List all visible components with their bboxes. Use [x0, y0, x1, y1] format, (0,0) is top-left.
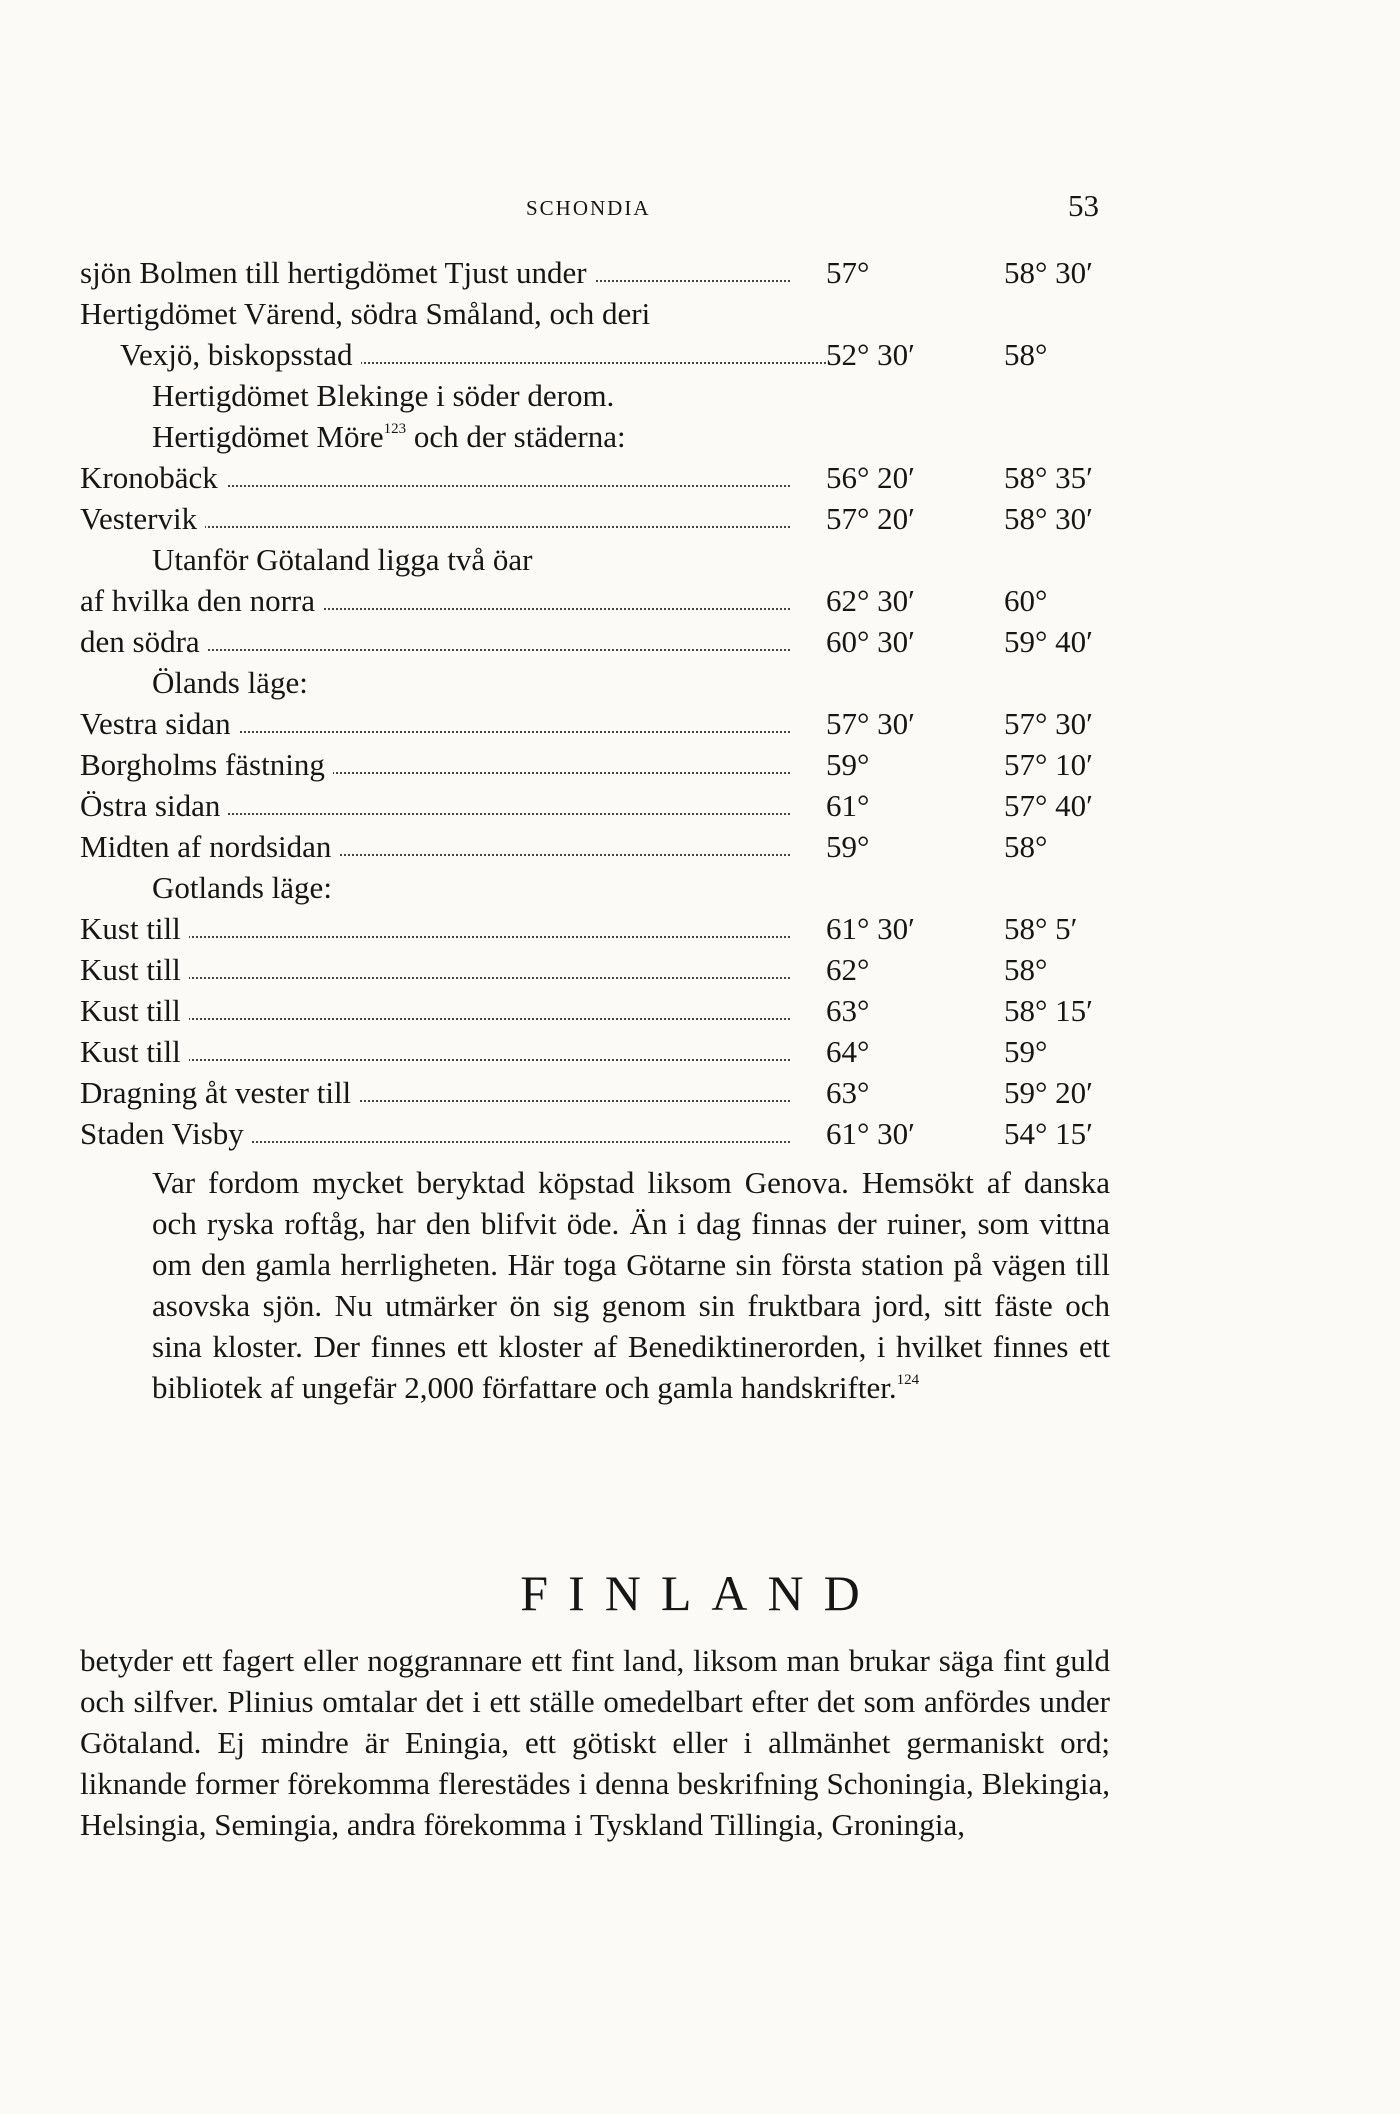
- longitude-value: 58°: [1004, 829, 1048, 864]
- row-label-text: [80, 993, 189, 1028]
- row-label: [80, 703, 790, 744]
- table-row: [0, 539, 1400, 580]
- latitude-value: 64°: [826, 1034, 870, 1069]
- row-label-text: [152, 542, 540, 577]
- longitude-value: 59° 40′: [1004, 624, 1093, 659]
- row-label-text: [80, 460, 226, 495]
- row-label: [80, 621, 790, 662]
- row-label: [80, 580, 790, 621]
- page-number: 53: [1068, 188, 1099, 223]
- row-label: [152, 375, 862, 416]
- row-label: [80, 785, 790, 826]
- row-label: [80, 744, 790, 785]
- longitude-value: 58° 30′: [1004, 501, 1093, 536]
- row-label: [80, 252, 790, 293]
- table-row: [0, 580, 1400, 621]
- row-label-text: [80, 747, 333, 782]
- latitude-value: 57° 30′: [826, 706, 915, 741]
- row-label: [152, 416, 862, 457]
- latitude-value: 62°: [826, 952, 870, 987]
- table-row: [0, 949, 1400, 990]
- latitude-value: 57° 20′: [826, 501, 915, 536]
- row-label: [80, 1072, 790, 1113]
- latitude-value: 62° 30′: [826, 583, 915, 618]
- section-heading: FINLAND: [520, 1565, 880, 1621]
- row-label-main: Kronobäck: [80, 460, 218, 495]
- section-paragraph: betyder ett fagert eller noggrannare ett fint land, liksom man brukar säga fint guld och silfver. Plinius omtalar det i ett ställe omedelbart efter det som anfördes under Götaland. Ej mindre är Eningia, ett götiskt eller i allmänhet germaniskt ord; liknande former förekomma flerestädes i denna beskrifning Schoningia, Blekingia, Helsingia, Semingia, andra förekomma i Tyskland Tillingia, Groningia,: [80, 1643, 1110, 1842]
- row-label-main: Vestervik: [80, 501, 198, 536]
- row-label-text: [80, 788, 228, 823]
- row-label-text: [80, 255, 595, 290]
- latitude-value: 57°: [826, 255, 870, 290]
- footnote-marker: 124: [896, 1371, 920, 1388]
- table-row: [0, 334, 1400, 375]
- row-label: [80, 457, 790, 498]
- row-label: [152, 867, 862, 908]
- longitude-value: 58° 30′: [1004, 255, 1093, 290]
- row-label-text: [80, 1034, 189, 1069]
- latitude-value: 61° 30′: [826, 1116, 915, 1151]
- row-label-text: [80, 624, 208, 659]
- table-row: [0, 744, 1400, 785]
- row-label-main: Gotlands läge:: [152, 870, 332, 905]
- table-row: [0, 416, 1400, 457]
- row-label: [120, 334, 830, 375]
- row-label-text: [80, 583, 323, 618]
- row-label-main: sjön Bolmen till hertigdömet Tjust under: [80, 255, 587, 290]
- table-row: [0, 252, 1400, 293]
- table-row: [0, 785, 1400, 826]
- table-row: [0, 703, 1400, 744]
- row-label-main: Vexjö, biskopsstad: [120, 337, 353, 372]
- latitude-value: 63°: [826, 993, 870, 1028]
- row-label-main: Ölands läge:: [152, 665, 308, 700]
- table-row: [0, 826, 1400, 867]
- row-label: [80, 990, 790, 1031]
- row-label-text: [80, 706, 239, 741]
- row-label-main: Hertigdömet Värend, södra Småland, och deri: [80, 296, 651, 331]
- latitude-value: 61°: [826, 788, 870, 823]
- running-title: SCHONDIA: [526, 196, 651, 220]
- latitude-value: 56° 20′: [826, 460, 915, 495]
- row-label-main: Vestra sidan: [80, 706, 231, 741]
- longitude-value: 54° 15′: [1004, 1116, 1093, 1151]
- table-row: [0, 375, 1400, 416]
- latitude-value: 60° 30′: [826, 624, 915, 659]
- row-label: [80, 826, 790, 867]
- longitude-value: 57° 30′: [1004, 706, 1093, 741]
- row-label: [80, 949, 790, 990]
- row-label: [80, 1113, 790, 1154]
- row-label-text: [80, 501, 205, 536]
- row-label-text: [80, 952, 189, 987]
- table-row: [0, 621, 1400, 662]
- row-label-main: af hvilka den norra: [80, 583, 315, 618]
- table-row: [0, 1072, 1400, 1113]
- row-label: [152, 662, 862, 703]
- row-label-main: Kust till: [80, 952, 181, 987]
- latitude-value: 59°: [826, 829, 870, 864]
- table-row: [0, 990, 1400, 1031]
- longitude-value: 58° 15′: [1004, 993, 1093, 1028]
- longitude-value: 58° 35′: [1004, 460, 1093, 495]
- row-label-text: [152, 870, 340, 905]
- row-label-main: Kust till: [80, 911, 181, 946]
- longitude-value: 59° 20′: [1004, 1075, 1093, 1110]
- table-row: [0, 1113, 1400, 1154]
- longitude-value: 58°: [1004, 952, 1048, 987]
- row-label-main: Hertigdömet Blekinge i söder derom.: [152, 378, 615, 413]
- row-label-text: [80, 829, 339, 864]
- row-label-text: [80, 296, 658, 331]
- latitude-value: 52° 30′: [826, 337, 915, 372]
- row-label-main: Kust till: [80, 1034, 181, 1069]
- row-label-main: Östra sidan: [80, 788, 221, 823]
- table-row: [0, 457, 1400, 498]
- row-label: [80, 1031, 790, 1072]
- table-row: [0, 662, 1400, 703]
- row-label: [80, 908, 790, 949]
- row-label-main: den södra: [80, 624, 200, 659]
- row-label-main: Dragning åt vester till: [80, 1075, 352, 1110]
- row-label-main: Midten af nordsidan: [80, 829, 332, 864]
- table-row: [0, 498, 1400, 539]
- longitude-value: 57° 10′: [1004, 747, 1093, 782]
- longitude-value: 58° 5′: [1004, 911, 1078, 946]
- row-label-main: Staden Visby: [80, 1116, 244, 1151]
- row-label-text: [152, 378, 622, 413]
- row-label: [80, 498, 790, 539]
- row-label-rest: och der städerna:: [406, 419, 626, 454]
- row-label-text: [80, 1116, 252, 1151]
- row-label-main: Borgholms fästning: [80, 747, 325, 782]
- table-row: [0, 908, 1400, 949]
- row-label: [152, 539, 862, 580]
- row-label-text: [80, 1075, 359, 1110]
- latitude-value: 61° 30′: [826, 911, 915, 946]
- longitude-value: 59°: [1004, 1034, 1048, 1069]
- row-label-text: [80, 911, 189, 946]
- row-label-main: Hertigdömet Möre: [152, 419, 384, 454]
- row-label: [80, 293, 790, 334]
- visby-paragraph-text: Var fordom mycket beryktad köpstad liksom Genova. Hemsökt af danska och ryska roftåg, har den blifvit öde. Än i dag finnas der ruiner, som vittna om den gamla herrligheten. Här toga Götarne sin första station på vägen till asovska sjön. Nu utmärker ön sig genom sin fruktbara jord, sitt fäste och sina kloster. Der finnes ett kloster af Benediktinerorden, i hvilket finnes ett bibliotek af ungefär 2,000 författare och gamla handskrifter.: [152, 1165, 1110, 1405]
- longitude-value: 58°: [1004, 337, 1048, 372]
- row-label-main: Kust till: [80, 993, 181, 1028]
- coordinates-table: [0, 252, 1400, 1154]
- table-row: [0, 867, 1400, 908]
- latitude-value: 63°: [826, 1075, 870, 1110]
- row-label-main: Utanför Götaland ligga två öar: [152, 542, 533, 577]
- row-label-text: [120, 337, 361, 372]
- visby-paragraph: [152, 1162, 1110, 1408]
- latitude-value: 59°: [826, 747, 870, 782]
- row-label-text: [152, 419, 634, 454]
- longitude-value: 57° 40′: [1004, 788, 1093, 823]
- longitude-value: 60°: [1004, 583, 1048, 618]
- footnote-marker: 123: [383, 420, 407, 437]
- row-label-text: [152, 665, 316, 700]
- table-row: [0, 1031, 1400, 1072]
- table-row: [0, 293, 1400, 334]
